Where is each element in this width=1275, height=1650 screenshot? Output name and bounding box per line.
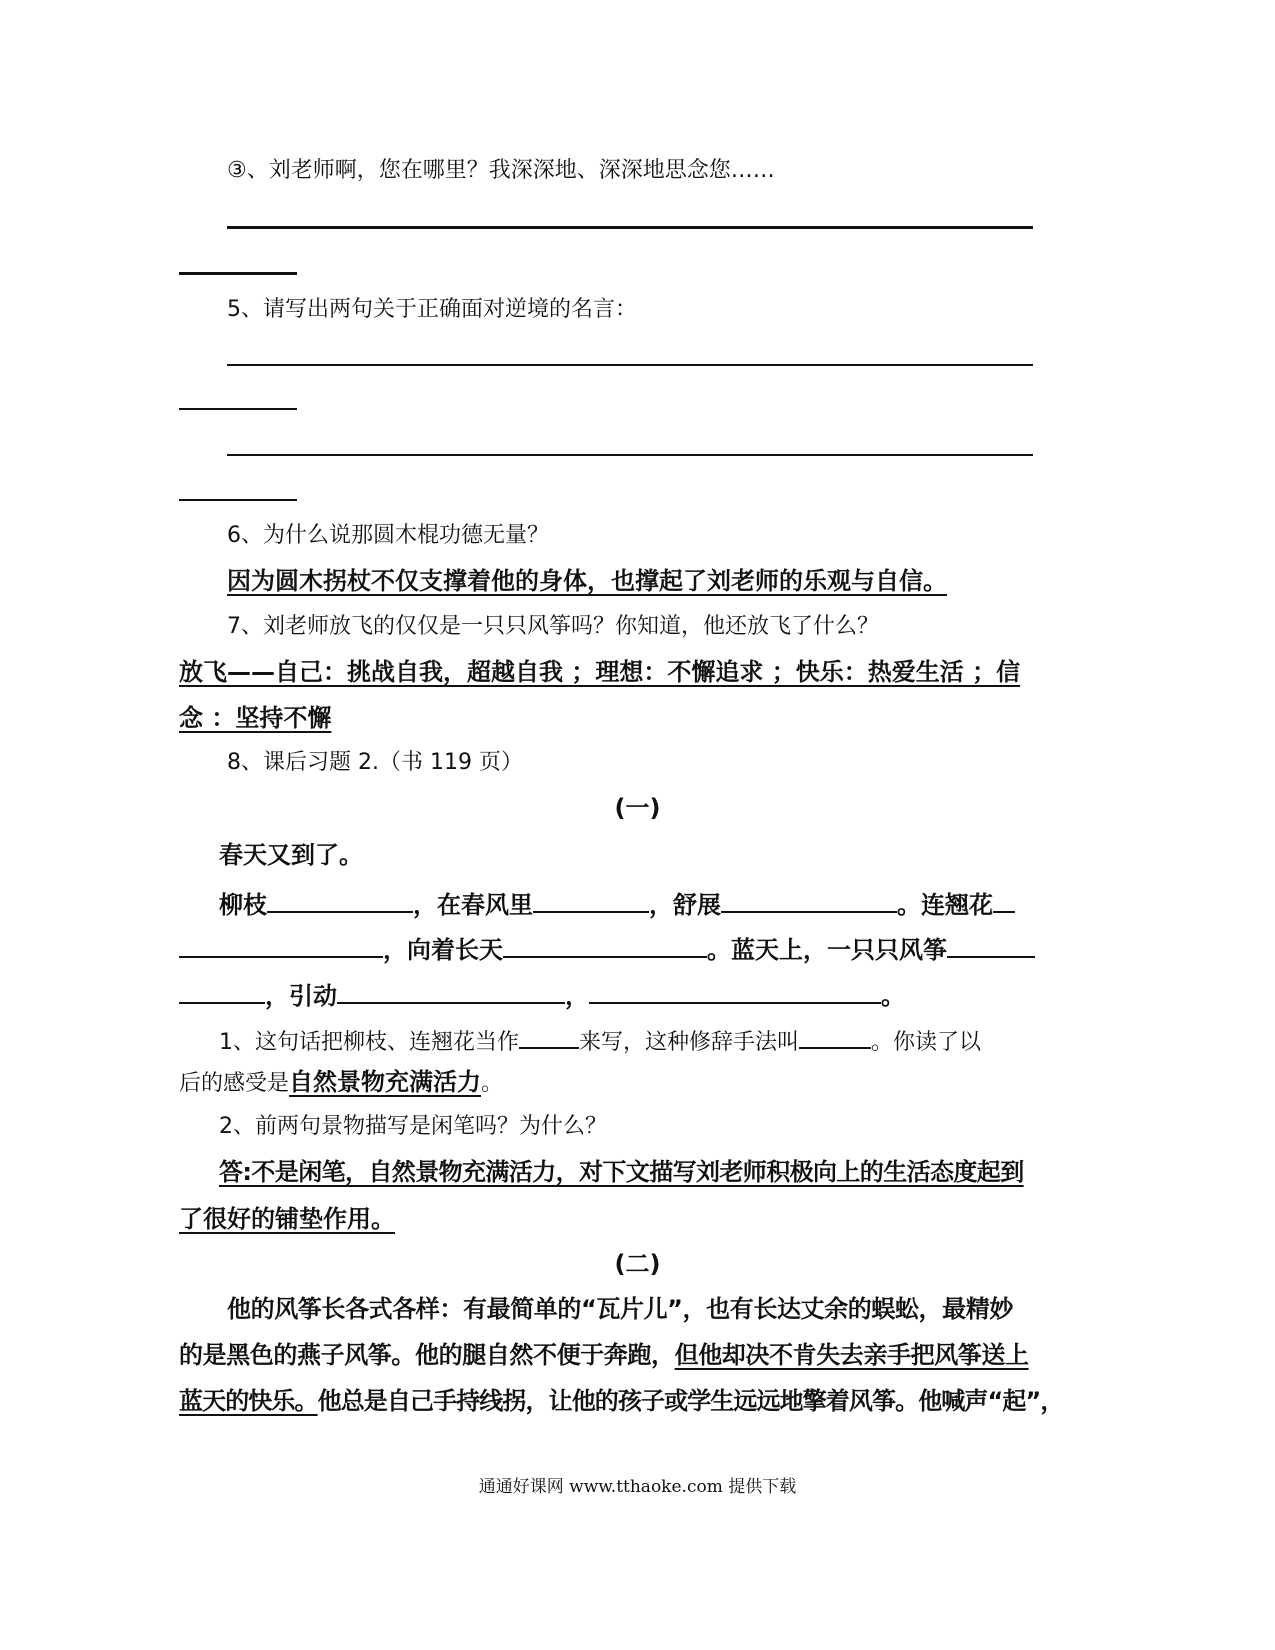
question-7-answer-line-2: 念 ：坚持不懈 (179, 704, 332, 732)
fill-blank[interactable] (947, 930, 1035, 958)
section-2-line-1: 他的风筝长各式各样：有最简单的“瓦片儿”，也有长达丈余的蜈蚣，最精妙 (227, 1295, 1013, 1323)
text-segment: 1、这句话把柳枝、连翘花当作 (219, 1030, 519, 1055)
answer-line (179, 272, 297, 275)
text-segment: 。 (881, 982, 905, 1010)
sub-question-2-answer-line-1: 答:不是闲笔，自然景物充满活力，对下文描写刘老师积极向上的生活态度起到 (219, 1158, 1024, 1186)
text-segment: 后的感受是 (179, 1071, 290, 1096)
section-2-line-2 (179, 1340, 1029, 1370)
section-1-paragraph-2 (219, 885, 1015, 920)
fill-blank[interactable] (589, 976, 881, 1004)
fill-blank[interactable] (799, 1021, 871, 1049)
sub-question-1 (219, 1021, 981, 1058)
answer-line (227, 454, 1033, 456)
underlined-segment: 蓝天的快乐。 (179, 1387, 318, 1415)
fill-blank[interactable] (721, 885, 897, 913)
fill-blank[interactable] (267, 885, 413, 913)
question-4-item-3: ③、刘老师啊，您在哪里？我深深地、深深地思念您…… (227, 158, 775, 183)
text-segment: 来写，这种修辞手法叫 (579, 1030, 800, 1055)
sub-question-1-answer: 自然景物充满活力 (289, 1068, 482, 1096)
answer-line (227, 226, 1033, 229)
section-1-heading: (一) (614, 794, 661, 822)
text-segment: ， (565, 982, 589, 1010)
fill-blank[interactable] (503, 930, 707, 958)
answer-line (227, 364, 1033, 366)
answer-line (179, 408, 297, 410)
fill-blank[interactable] (993, 885, 1015, 913)
fill-blank[interactable] (519, 1021, 579, 1049)
text-segment: ，舒展 (649, 891, 721, 919)
section-1-paragraph-4 (179, 976, 905, 1011)
sub-question-2: 2、前两句景物描写是闲笔吗？为什么？ (219, 1114, 607, 1139)
text-segment: 。连翘花 (897, 891, 993, 919)
question-8: 8、课后习题 2.（书 119 页） (227, 750, 523, 775)
text-segment: 柳枝 (219, 891, 267, 919)
section-2-heading: (二) (614, 1250, 661, 1278)
answer-line (179, 499, 297, 501)
question-5: 5、请写出两句关于正确面对逆境的名言： (227, 297, 637, 322)
sub-question-2-answer-line-2: 了很好的铺垫作用。 (179, 1205, 395, 1233)
question-7: 7、刘老师放飞的仅仅是一只只风筝吗？你知道，他还放飞了什么？ (227, 614, 879, 639)
section-1-paragraph-3 (179, 930, 1035, 965)
section-2-line-3 (179, 1386, 1063, 1416)
text-segment: ，在春风里 (413, 891, 533, 919)
page-footer: 通通好课网 www.tthaoke.com 提供下载 (478, 1477, 797, 1497)
text-segment: ，向着长天 (383, 936, 503, 964)
question-6: 6、为什么说那圆木棍功德无量？ (227, 523, 549, 548)
underlined-segment: 但他却决不肯失去亲手把风筝送上 (674, 1341, 1029, 1369)
text-segment: 。 (481, 1071, 504, 1096)
section-1-paragraph-1: 春天又到了。 (219, 841, 363, 869)
text-segment: 的是黑色的燕子风筝。他的腿自然不便于奔跑， (179, 1341, 675, 1369)
text-segment: 。你读了以 (871, 1030, 982, 1055)
fill-blank[interactable] (337, 976, 565, 1004)
question-7-answer-line-1: 放飞——自己：挑战自我，超越自我 ；理想：不懈追求 ；快乐：热爱生活 ；信 (179, 658, 1021, 686)
fill-blank[interactable] (533, 885, 649, 913)
fill-blank[interactable] (179, 976, 265, 1004)
text-segment: 他总是自己手持线拐，让他的孩子或学生远远地擎着风筝。他喊声“起”， (317, 1387, 1064, 1415)
question-6-answer: 因为圆木拐杖不仅支撑着他的身体，也撑起了刘老师的乐观与自信。 (227, 567, 947, 595)
sub-question-1-continued (179, 1067, 503, 1099)
text-segment: 。蓝天上，一只只风筝 (707, 936, 947, 964)
text-segment: ，引动 (265, 982, 337, 1010)
fill-blank[interactable] (179, 930, 383, 958)
